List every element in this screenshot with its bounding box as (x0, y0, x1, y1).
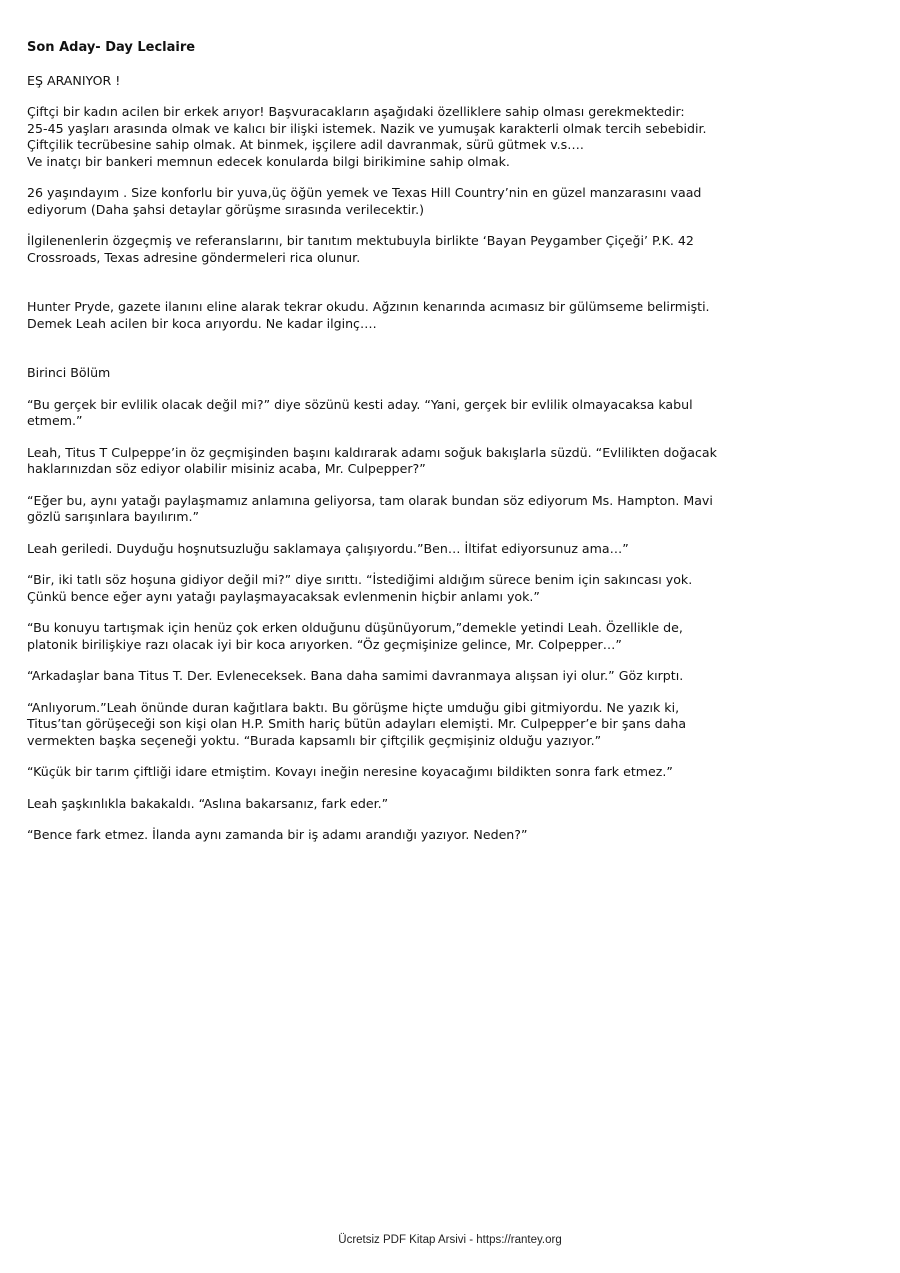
story-paragraph: Leah şaşkınlıkla bakakaldı. “Aslına bakarsanız, fark eder.” (27, 795, 389, 811)
chapter-heading: Birinci Bölüm (27, 365, 111, 380)
story-paragraph: Leah geriledi. Duyduğu hoşnutsuzluğu saklamaya çalışıyordu.”Ben… İltifat ediyorsunuz ama…” (27, 540, 629, 556)
story-paragraph: “Eğer bu, aynı yatağı paylaşmamız anlamına geliyorsa, tam olarak bundan söz ediyorum Ms. Hampton. Mavi gözlü sarışınlara bayılırım.” (27, 492, 713, 524)
ad-requirement-line: Çiftçi bir kadın acilen bir erkek arıyor! Başvuracakların aşağıdaki özelliklere sahip olması gerekmektedir: (27, 104, 685, 119)
ad-requirements (27, 104, 727, 170)
story-paragraph: “Bu gerçek bir evlilik olacak değil mi?” diye sözünü kesti aday. “Yani, gerçek bir evlilik olmayacaksa kabul etmem.” (27, 396, 693, 428)
ad-contact: İlgilenenlerin özgeçmiş ve referanslarını, bir tanıtım mektubuyla birlikte ‘Bayan Peygamber Çiçeği’ P.K. 42 Crossroads, Texas adresine göndermeleri rica olunur. (27, 233, 694, 265)
story-paragraph: “Anlıyorum.”Leah önünde duran kağıtlara baktı. Bu görüşme hiçte umduğu gibi gitmiyordu. Ne yazık ki, Titus’tan görüşeceği son kişi olan H.P. Smith hariç bütün adayları elemişti. Mr. Culpepper’e bir şans daha vermekten başka seçeneği yoktu. “Burada kapsamlı bir çiftçilik geçmişiniz olduğu yazıyor.” (27, 699, 687, 748)
intro-paragraph: Hunter Pryde, gazete ilanını eline alarak tekrar okudu. Ağzının kenarında acımasız bir gülümseme belirmişti. Demek Leah acilen bir koca arıyordu. Ne kadar ilginç…. (27, 299, 710, 331)
document-title: Son Aday- Day Leclaire (27, 40, 196, 55)
story-paragraph: “Küçük bir tarım çiftliği idare etmiştim. Kovayı ineğin neresine koyacağımı bildikten sonra fark etmez.” (27, 764, 673, 779)
story-paragraph: “Bu konuyu tartışmak için henüz çok erken olduğunu düşünüyorum,”demekle yetindi Leah. Özellikle de, platonik birilişkiye razı olacak iyi bir koca arıyorken. “Öz geçmişinize gelince, Mr. Colpepper…” (27, 620, 683, 652)
story-paragraph: “Bir, iki tatlı söz hoşuna gidiyor değil mi?” diye sırıttı. “İstediğimi aldığım sürece benim için sakıncası yok. Çünkü bence eğer aynı yatağı paylaşmayacaksak evlenmenin hiçbir anlamı yok.” (27, 572, 693, 604)
ad-heading: EŞ ARANIYOR ! (27, 72, 121, 88)
ad-requirement-line: Çiftçilik tecrübesine sahip olmak. At binmek, işçilere adil davranmak, sürü gütmek v.s…. (27, 137, 584, 152)
document-page (27, 40, 727, 859)
ad-requirement-line: 25-45 yaşları arasında olmak ve kalıcı bir ilişki istemek. Nazik ve yumuşak karakterli olmak tercih sebebidir. (27, 120, 707, 136)
page-footer: Ücretsiz PDF Kitap Arsivi - https://rantey.org (338, 1234, 562, 1246)
story-paragraph: “Arkadaşlar bana Titus T. Der. Evleneceksek. Bana daha samimi davranmaya alışsan iyi olur.” Göz kırptı. (27, 668, 684, 683)
ad-requirement-line: Ve inatçı bir bankeri memnun edecek konularda bilgi birikimine sahip olmak. (27, 153, 510, 169)
story-paragraph: Leah, Titus T Culpeppe’in öz geçmişinden başını kaldırarak adamı soğuk bakışlarla süzdü. “Evlilikten doğacak haklarınızdan söz ediyor olabilir misiniz acaba, Mr. Culpepper?” (27, 444, 717, 476)
story-paragraph: “Bence fark etmez. İlanda aynı zamanda bir iş adamı arandığı yazıyor. Neden?” (27, 827, 528, 842)
ad-offer: 26 yaşındayım . Size konforlu bir yuva,üç öğün yemek ve Texas Hill Country’nin en güzel manzarasını vaad ediyorum (Daha şahsi detaylar görüşme sırasında verilecektir.) (27, 185, 702, 217)
